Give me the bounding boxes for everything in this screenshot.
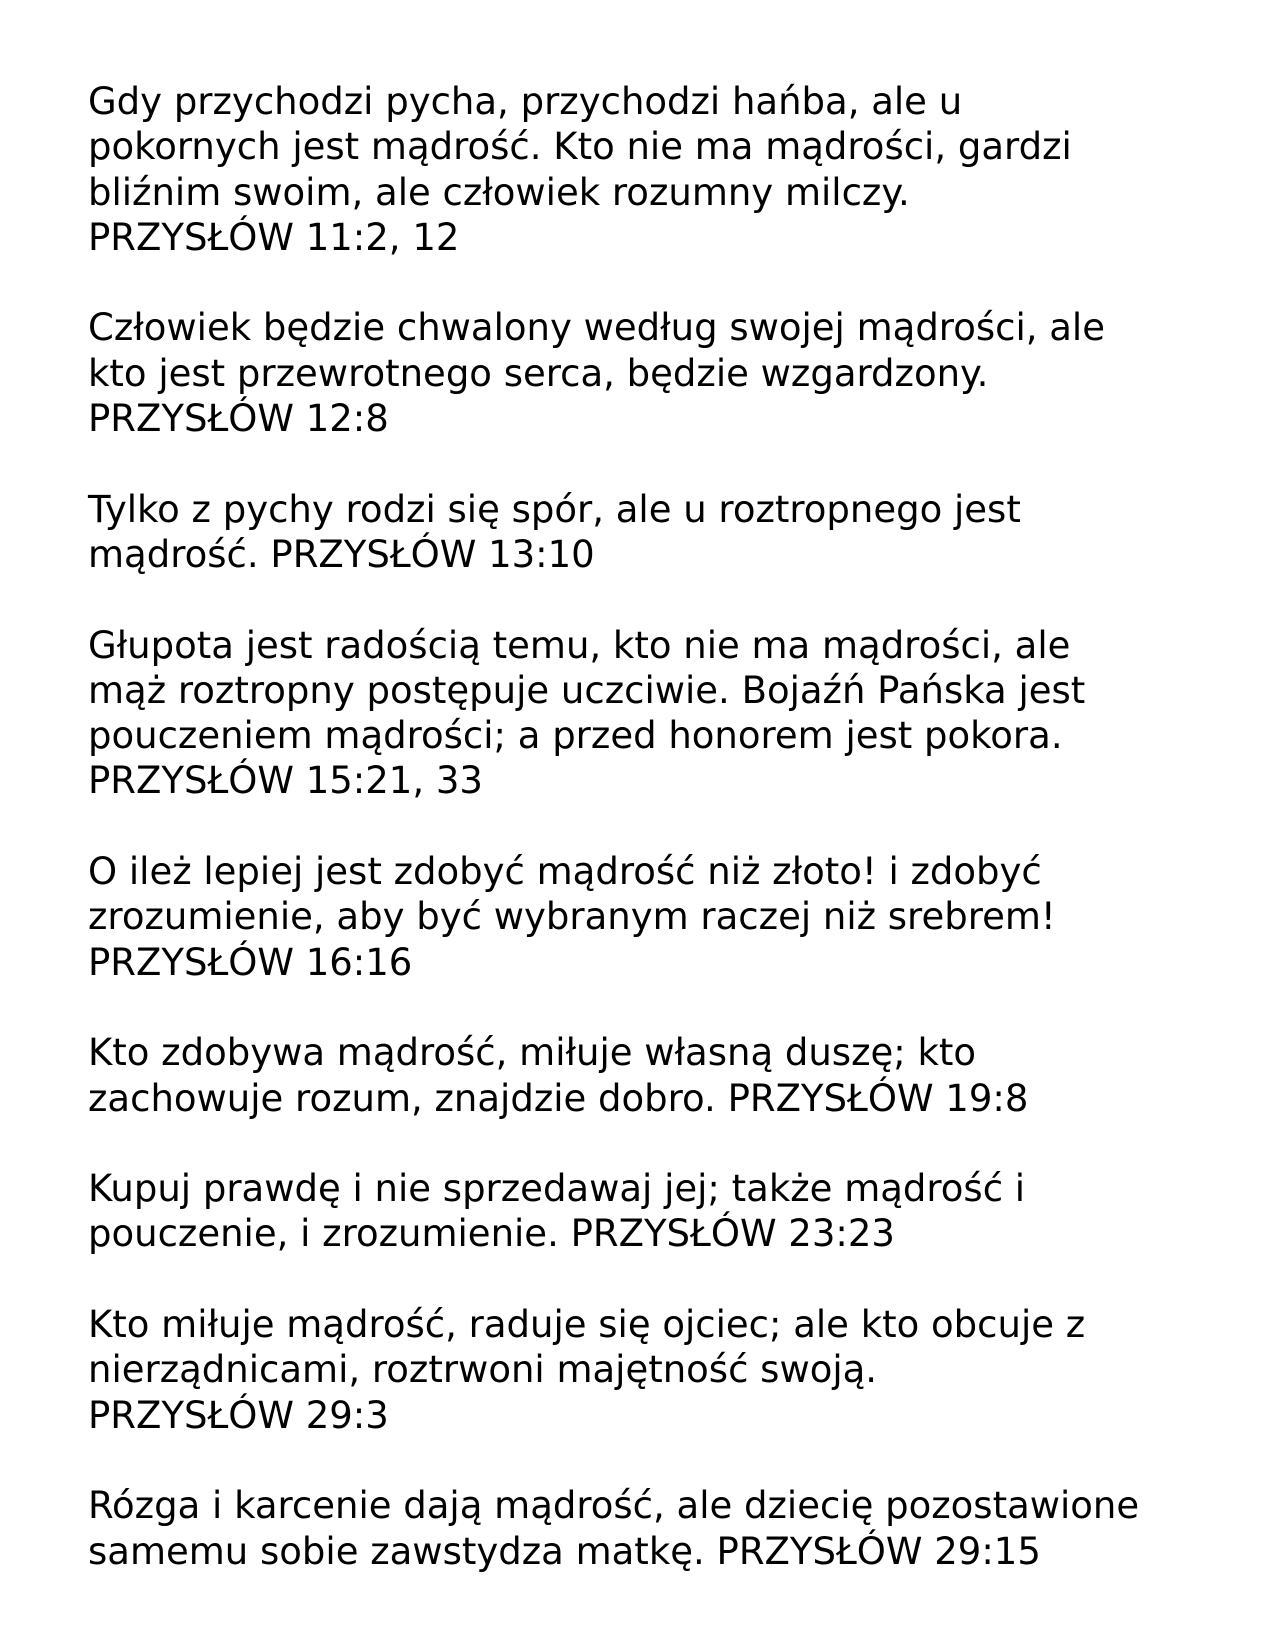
text-line: Człowiek będzie chwalony według swojej mądrości, ale xyxy=(88,306,1105,350)
paragraph-gap xyxy=(88,577,1228,622)
passage-proverbs-19 xyxy=(88,1030,1228,1121)
passage-proverbs-29-3 xyxy=(88,1302,1228,1438)
text-line: Kto zdobywa mądrość, miłuje własną duszę; kto xyxy=(88,1031,977,1075)
passage-proverbs-15 xyxy=(88,623,1228,804)
text-line: mąż roztropny postępuje uczciwie. Bojaźń Pańska jest xyxy=(88,668,1086,712)
text-line: samemu sobie zawstydza matkę. PRZYSŁÓW 29:15 xyxy=(88,1529,1041,1573)
paragraph-gap xyxy=(88,1257,1228,1302)
paragraph-gap xyxy=(88,804,1228,849)
text-line: Gdy przychodzi pycha, przychodzi hańba, ale u xyxy=(88,80,963,123)
text-line: Tylko z pychy rodzi się spór, ale u roztropnego jest xyxy=(88,487,1021,531)
text-line: kto jest przewrotnego serca, będzie wzgardzony. xyxy=(88,351,989,395)
text-line: Rózga i karcenie dają mądrość, ale dziecię pozostawione xyxy=(88,1484,1140,1528)
text-line: pouczeniem mądrości; a przed honorem jest pokora. xyxy=(88,714,1063,758)
paragraph-gap xyxy=(88,985,1228,1030)
passage-proverbs-23 xyxy=(88,1166,1228,1257)
text-line: mądrość. PRZYSŁÓW 13:10 xyxy=(88,532,595,576)
text-line: Głupota jest radością temu, kto nie ma mądrości, ale xyxy=(88,623,1071,667)
paragraph-gap xyxy=(88,1121,1228,1166)
text-line: nierządnicami, roztrwoni majętność swoją. xyxy=(88,1348,878,1392)
passage-proverbs-29-15 xyxy=(88,1483,1228,1574)
text-line: pouczenie, i zrozumienie. PRZYSŁÓW 23:23 xyxy=(88,1212,895,1256)
text-line: PRZYSŁÓW 12:8 xyxy=(88,397,389,441)
passage-proverbs-11 xyxy=(88,79,1228,260)
text-line: PRZYSŁÓW 15:21, 33 xyxy=(88,759,483,803)
passage-proverbs-13 xyxy=(88,487,1228,578)
text-line: bliźnim swoim, ale człowiek rozumny milczy. xyxy=(88,170,910,214)
text-line: pokornych jest mądrość. Kto nie ma mądrości, gardzi xyxy=(88,125,1072,169)
text-line: Kupuj prawdę i nie sprzedawaj jej; także mądrość i xyxy=(88,1167,1026,1211)
text-line: O ileż lepiej jest zdobyć mądrość niż złoto! i zdobyć xyxy=(88,850,1042,894)
document-text xyxy=(88,79,1228,1574)
passage-proverbs-12 xyxy=(88,305,1228,441)
paragraph-gap xyxy=(88,1438,1228,1483)
text-line: PRZYSŁÓW 11:2, 12 xyxy=(88,215,460,259)
paragraph-gap xyxy=(88,260,1228,305)
paragraph-gap xyxy=(88,441,1228,486)
passage-proverbs-16 xyxy=(88,849,1228,985)
text-line: zachowuje rozum, znajdzie dobro. PRZYSŁÓW 19:8 xyxy=(88,1076,1029,1120)
text-line: PRZYSŁÓW 29:3 xyxy=(88,1393,389,1437)
text-line: Kto miłuje mądrość, raduje się ojciec; ale kto obcuje z xyxy=(88,1303,1086,1347)
text-line: zrozumienie, aby być wybranym raczej niż srebrem! xyxy=(88,895,1056,939)
text-line: PRZYSŁÓW 16:16 xyxy=(88,940,413,984)
